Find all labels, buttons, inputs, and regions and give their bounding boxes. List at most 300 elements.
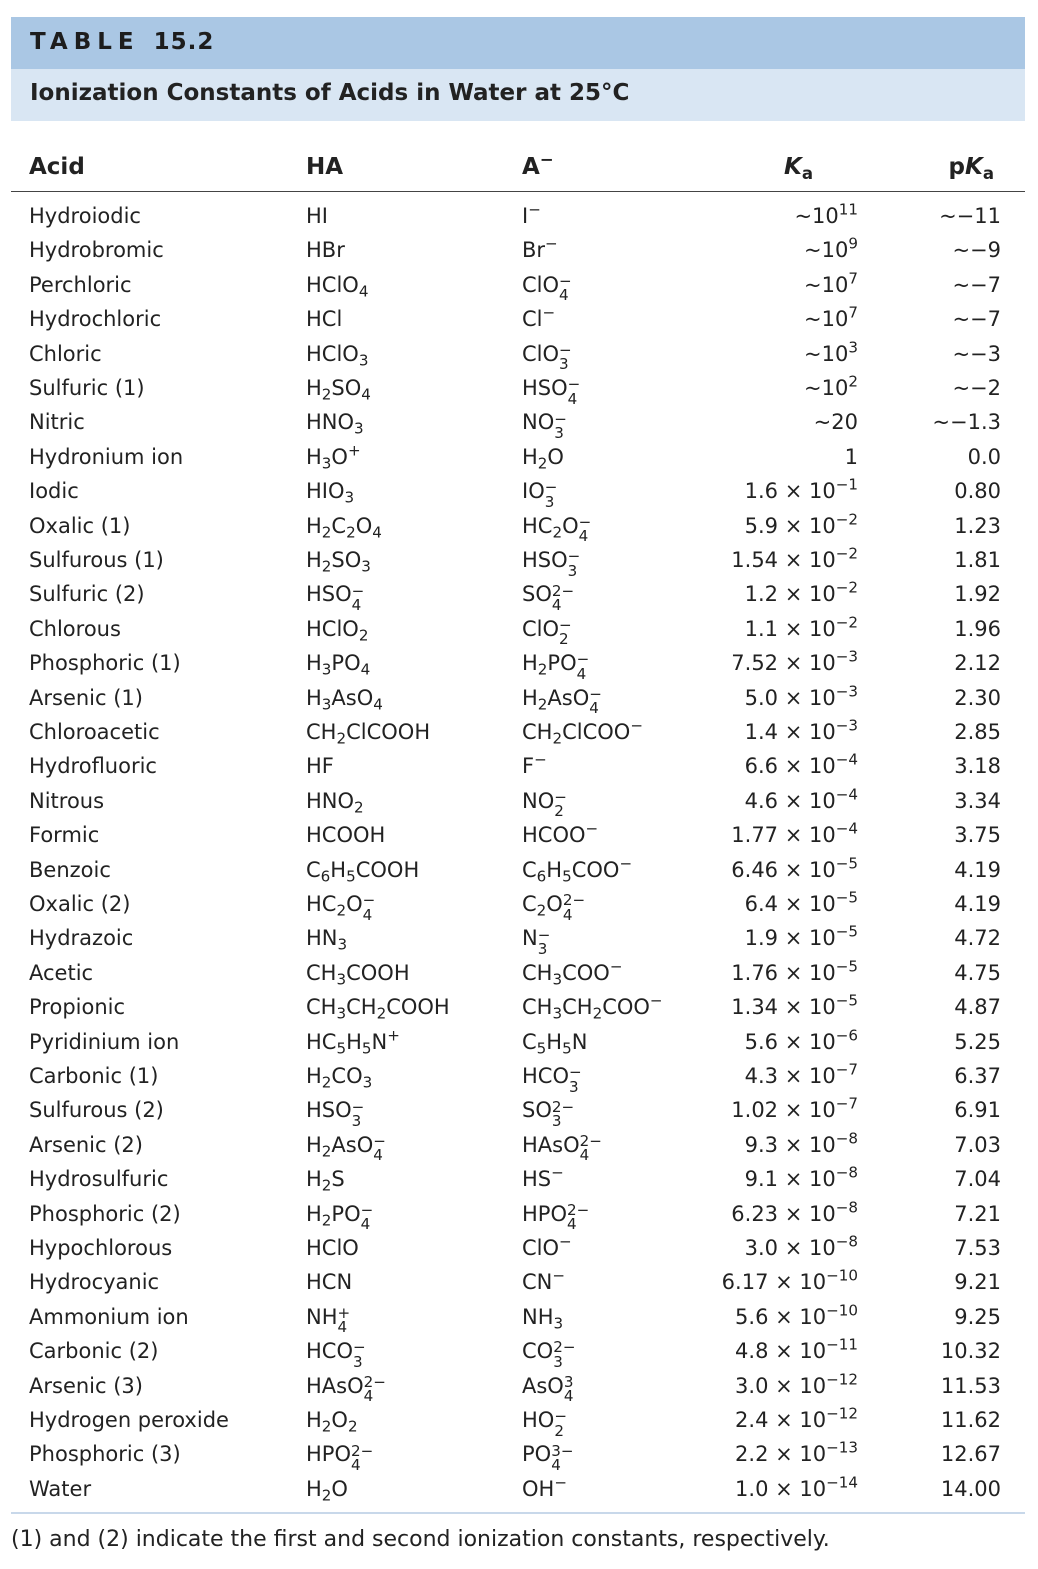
pka-value: 3.75 xyxy=(954,823,1001,848)
formula-text: HClO xyxy=(306,272,359,297)
formula-text: CO xyxy=(522,1339,554,1364)
table-row xyxy=(0,474,1038,511)
table-row xyxy=(0,681,1038,718)
formula-text: H xyxy=(306,1476,322,1501)
acid-name: Oxalic (2) xyxy=(29,892,131,916)
table-row xyxy=(0,1472,1038,1506)
formula-text: ClO xyxy=(522,272,560,297)
acid-name: Carbonic (2) xyxy=(29,1339,159,1364)
pka-value: 3.18 xyxy=(954,754,1001,779)
count-subscript: 3 xyxy=(362,1073,373,1092)
acid-formula xyxy=(306,1369,386,1406)
conjugate-base-formula xyxy=(522,1369,581,1406)
ka-mantissa: 5.6 × 10 xyxy=(744,1029,836,1054)
ka-mantissa: 1.9 × 10 xyxy=(744,926,836,951)
ka-value xyxy=(745,612,858,646)
ka-exponent: −2 xyxy=(835,544,858,563)
ka-exponent: −5 xyxy=(835,854,858,873)
pka-value: ~−7 xyxy=(952,307,1001,332)
formula-text: H xyxy=(306,376,322,400)
formula-text: CH xyxy=(562,995,593,1020)
sub-sup-stack xyxy=(563,1372,581,1406)
table-row xyxy=(0,371,1038,408)
formula-text: IO xyxy=(522,479,545,504)
formula-text: HBr xyxy=(306,238,345,263)
charge-superscript: − xyxy=(554,788,567,806)
table-row xyxy=(0,440,1038,474)
count-subscript: 6 xyxy=(536,867,547,886)
acid-name: Hydrogen peroxide xyxy=(29,1408,229,1432)
acid-name: Arsenic (3) xyxy=(29,1373,143,1398)
conjugate-base-formula xyxy=(522,681,606,718)
charge-superscript: − xyxy=(544,478,558,497)
acid-name: Phosphoric (1) xyxy=(29,651,181,676)
pka-value: ~−11 xyxy=(939,204,1001,228)
ka-value xyxy=(735,1403,858,1437)
conjugate-base-formula xyxy=(522,818,598,852)
acid-formula xyxy=(306,990,450,1024)
ka-mantissa: 5.6 × 10 xyxy=(735,1304,827,1329)
ka-exponent: −3 xyxy=(835,682,858,701)
ka-exponent: −12 xyxy=(826,1404,858,1423)
count-subscript: 2 xyxy=(554,1421,564,1440)
ka-value xyxy=(735,1472,858,1506)
pka-value: 6.91 xyxy=(954,1098,1001,1123)
acid-formula xyxy=(306,784,364,818)
ka-value xyxy=(731,1093,858,1127)
count-subscript: 3 xyxy=(544,492,555,511)
count-subscript: 3 xyxy=(553,1352,563,1371)
ka-value xyxy=(845,440,858,474)
sub-sup-stack xyxy=(589,684,606,718)
ka-mantissa: ~20 xyxy=(813,410,858,435)
formula-text: ClCOO xyxy=(562,720,631,744)
count-subscript: 5 xyxy=(346,867,356,886)
conjugate-base-formula xyxy=(522,646,593,683)
acid-name: Iodic xyxy=(29,479,79,504)
table-row xyxy=(0,1231,1038,1265)
acid-formula xyxy=(306,612,368,646)
formula-text: HC xyxy=(306,1029,337,1054)
charge-superscript: − xyxy=(567,547,581,566)
formula-text: HSO xyxy=(522,548,568,572)
charge-superscript: − xyxy=(360,1200,374,1219)
charge-superscript: 2− xyxy=(363,1372,386,1391)
acid-name: Formic xyxy=(29,823,100,848)
count-subscript: 4 xyxy=(361,385,371,404)
charge-superscript: − xyxy=(551,1163,564,1182)
formula-text: C xyxy=(522,857,537,882)
conjugate-base-formula xyxy=(522,371,584,408)
formula-text: C xyxy=(306,857,321,882)
table-row xyxy=(0,1093,1038,1130)
sub-sup-stack xyxy=(362,890,380,924)
ka-exponent: −14 xyxy=(826,1473,858,1492)
formula-text: ClCOOH xyxy=(346,720,431,744)
formula-text: C xyxy=(522,1029,537,1054)
acid-name: Chloroacetic xyxy=(29,720,160,744)
charge-superscript: − xyxy=(528,200,541,219)
ka-mantissa: 9.1 × 10 xyxy=(744,1167,836,1192)
ka-exponent: −2 xyxy=(835,510,858,529)
charge-superscript: − xyxy=(559,1232,572,1251)
formula-text: HF xyxy=(306,754,334,779)
count-subscript: 4 xyxy=(373,1146,383,1165)
formula-text: H xyxy=(306,1132,322,1157)
acid-formula xyxy=(306,887,379,924)
charge-superscript: 2− xyxy=(551,1097,575,1116)
formula-text: CH xyxy=(306,720,337,744)
formula-text: HClO xyxy=(306,616,359,641)
ka-value xyxy=(804,268,858,302)
conjugate-base-formula xyxy=(522,233,558,267)
ka-mantissa: 7.52 × 10 xyxy=(731,651,836,676)
count-subscript: 2 xyxy=(358,626,369,645)
count-subscript: 5 xyxy=(361,1039,372,1058)
acid-formula xyxy=(306,853,419,887)
ka-exponent: −5 xyxy=(835,957,858,976)
pka-value: ~−1.3 xyxy=(932,410,1001,435)
charge-superscript: 2− xyxy=(350,1441,374,1460)
table-row xyxy=(0,543,1038,580)
pka-value: 1.92 xyxy=(954,582,1001,607)
ka-value xyxy=(731,990,858,1024)
ka-value xyxy=(804,337,858,371)
ka-exponent: −8 xyxy=(835,1198,858,1217)
sub-sup-stack xyxy=(544,477,562,511)
acid-name: Arsenic (1) xyxy=(29,685,143,710)
table-row xyxy=(0,1437,1038,1474)
formula-text: N xyxy=(371,1029,388,1054)
conjugate-base-formula xyxy=(522,1059,586,1096)
formula-text: I xyxy=(522,204,529,228)
formula-text: CO xyxy=(331,1064,363,1088)
formula-text: NO xyxy=(522,788,555,813)
ka-exponent: −4 xyxy=(835,751,858,770)
ka-mantissa: 1.34 × 10 xyxy=(731,995,836,1020)
charge-superscript: − xyxy=(609,957,623,976)
conjugate-base-formula xyxy=(522,1472,567,1506)
charge-superscript: − xyxy=(559,340,572,359)
sub-sup-stack xyxy=(337,1303,355,1337)
formula-text: HCN xyxy=(306,1270,353,1295)
formula-text: COO xyxy=(571,857,620,882)
pka-value: 1.96 xyxy=(954,616,1001,641)
formula-text: HC xyxy=(306,892,337,916)
count-subscript: 4 xyxy=(578,527,589,546)
ka-value xyxy=(804,302,858,336)
formula-text: AsO xyxy=(331,685,374,710)
count-subscript: 4 xyxy=(563,1387,574,1406)
count-subscript: 4 xyxy=(559,286,569,305)
conjugate-base-formula xyxy=(522,853,632,887)
ka-mantissa: 1.2 × 10 xyxy=(744,582,836,607)
acid-formula xyxy=(306,405,364,439)
acid-name: Phosphoric (3) xyxy=(29,1442,181,1467)
table-footnote: (1) and (2) indicate the first and second ionization constants, respectively. xyxy=(11,1527,830,1552)
pka-value: 12.67 xyxy=(940,1442,1001,1467)
conjugate-base-formula xyxy=(522,509,595,546)
pka-value: 1.81 xyxy=(954,548,1001,572)
formula-text: HI xyxy=(306,204,328,228)
table-row xyxy=(0,268,1038,305)
sub-sup-stack xyxy=(554,787,571,821)
sub-sup-stack xyxy=(351,1096,369,1130)
conjugate-base-formula xyxy=(522,612,576,649)
charge-superscript: − xyxy=(619,854,633,873)
acid-formula xyxy=(306,715,430,749)
acid-formula xyxy=(306,1334,370,1371)
acid-name: Acetic xyxy=(29,960,94,985)
ka-mantissa: ~10 xyxy=(804,341,849,366)
acid-name: Carbonic (1) xyxy=(29,1064,159,1088)
ka-value xyxy=(745,921,858,955)
pka-value: 9.21 xyxy=(954,1270,1001,1295)
conjugate-base-formula xyxy=(522,268,576,305)
count-subscript: 2 xyxy=(354,798,364,817)
table-row xyxy=(0,577,1038,614)
acid-name: Sulfurous (1) xyxy=(29,548,164,572)
column-header-ka-subscript: a xyxy=(801,163,813,183)
formula-text: COOH xyxy=(355,857,420,882)
table-row xyxy=(0,1162,1038,1196)
conjugate-base-formula xyxy=(522,474,562,511)
charge-superscript: − xyxy=(568,1063,582,1082)
charge-superscript: − xyxy=(567,375,581,394)
formula-text: H xyxy=(330,857,347,882)
ka-value xyxy=(745,577,858,611)
count-subscript: 2 xyxy=(552,523,563,542)
count-subscript: 5 xyxy=(562,1039,572,1058)
column-header-pka xyxy=(949,150,994,184)
ka-value xyxy=(745,784,858,818)
formula-text: ClO xyxy=(522,616,560,641)
sub-sup-stack xyxy=(351,580,369,614)
count-subscript: 4 xyxy=(358,282,369,301)
sub-sup-stack xyxy=(568,1062,586,1096)
pka-value: 7.04 xyxy=(954,1167,1001,1192)
ka-value xyxy=(745,1231,858,1265)
charge-superscript: − xyxy=(373,1132,386,1150)
acid-formula xyxy=(306,543,371,577)
table-row xyxy=(0,199,1038,233)
acid-name: Sulfuric (2) xyxy=(29,582,145,607)
conjugate-base-formula xyxy=(522,1093,575,1130)
sub-sup-stack xyxy=(537,924,555,958)
sub-sup-stack xyxy=(551,1096,575,1130)
acid-name: Propionic xyxy=(29,995,126,1020)
ka-mantissa: 1.02 × 10 xyxy=(731,1098,836,1123)
count-subscript: 4 xyxy=(362,905,373,924)
ka-exponent: −10 xyxy=(826,1301,858,1320)
acid-name: Hydrazoic xyxy=(29,926,134,951)
count-subscript: 5 xyxy=(562,867,572,886)
ka-exponent: −2 xyxy=(835,613,858,632)
table-row xyxy=(0,921,1038,958)
charge-superscript: 2− xyxy=(566,1200,590,1219)
ka-value xyxy=(745,887,858,921)
table-row xyxy=(0,1128,1038,1165)
formula-text: HC xyxy=(522,513,553,538)
ka-exponent: −4 xyxy=(835,785,858,804)
acid-name: Perchloric xyxy=(29,272,132,297)
formula-text: H xyxy=(306,1167,322,1192)
ka-exponent: −5 xyxy=(835,888,858,907)
ka-mantissa: 3.0 × 10 xyxy=(744,1236,836,1260)
formula-text: HSO xyxy=(306,582,352,607)
formula-text: ClO xyxy=(522,1236,560,1260)
conjugate-base-formula xyxy=(522,784,571,821)
formula-text: H xyxy=(306,651,322,676)
ka-exponent: −3 xyxy=(835,647,858,666)
charge-superscript: 2− xyxy=(551,581,575,600)
acid-name: Oxalic (1) xyxy=(29,513,131,538)
charge-superscript: 2− xyxy=(562,891,586,910)
acid-formula xyxy=(306,577,368,614)
count-subscript: 4 xyxy=(579,1146,590,1165)
acid-formula xyxy=(306,1300,354,1337)
count-subscript: 2 xyxy=(321,1417,332,1436)
count-subscript: 3 xyxy=(344,488,355,507)
formula-text: SO xyxy=(331,548,362,572)
formula-text: HSO xyxy=(306,1098,352,1123)
sub-sup-stack xyxy=(363,1372,386,1406)
count-subscript: 3 xyxy=(321,695,332,714)
sub-sup-stack xyxy=(578,512,596,546)
count-subscript: 2 xyxy=(336,901,347,920)
count-subscript: 2 xyxy=(559,630,569,649)
count-subscript: 4 xyxy=(562,905,573,924)
table-row xyxy=(0,853,1038,887)
ka-value xyxy=(735,1437,858,1471)
sub-sup-stack xyxy=(373,1131,390,1165)
acid-formula xyxy=(306,337,368,371)
sub-sup-stack xyxy=(350,1440,374,1474)
count-subscript: 3 xyxy=(351,1111,362,1130)
conjugate-base-formula xyxy=(522,1300,563,1334)
ka-value xyxy=(745,1059,858,1093)
formula-text: HClO xyxy=(306,1236,359,1260)
count-subscript: 2 xyxy=(321,385,332,404)
formula-text: HS xyxy=(522,1167,552,1192)
table-row xyxy=(0,1059,1038,1096)
acid-name: Arsenic (2) xyxy=(29,1132,143,1157)
formula-text: HClO xyxy=(306,341,359,366)
acid-formula xyxy=(306,268,368,302)
ka-value xyxy=(731,646,858,680)
conjugate-base-formula xyxy=(522,1025,587,1059)
count-subscript: 3 xyxy=(568,1077,579,1096)
charge-superscript: − xyxy=(559,272,572,290)
table-row xyxy=(0,1025,1038,1059)
sub-sup-stack xyxy=(360,1200,378,1234)
pka-value: 3.34 xyxy=(954,788,1001,813)
count-subscript: 4 xyxy=(589,699,599,718)
ka-mantissa: 9.3 × 10 xyxy=(744,1132,836,1157)
ka-exponent: −8 xyxy=(835,1163,858,1182)
count-subscript: 3 xyxy=(552,1004,563,1023)
table-row xyxy=(0,1197,1038,1234)
sub-sup-stack xyxy=(551,1440,574,1474)
ka-exponent: −12 xyxy=(826,1370,858,1389)
formula-text: PO xyxy=(331,1201,361,1226)
formula-text: HPO xyxy=(522,1201,567,1226)
charge-superscript: − xyxy=(554,1473,567,1492)
charge-superscript: − xyxy=(554,1407,567,1426)
pka-value: 2.30 xyxy=(954,685,1001,710)
table-row xyxy=(0,302,1038,336)
conjugate-base-formula xyxy=(522,1231,572,1265)
acid-formula xyxy=(306,921,347,955)
table-label: TABLE xyxy=(30,29,140,55)
formula-text: H xyxy=(306,685,322,710)
pka-value: 4.72 xyxy=(954,926,1001,951)
formula-text: CH xyxy=(346,995,377,1020)
ka-value xyxy=(731,956,858,990)
charge-superscript: − xyxy=(554,409,567,428)
formula-text: HCO xyxy=(306,1339,353,1364)
ka-exponent: 3 xyxy=(848,338,858,357)
charge-superscript: − xyxy=(351,581,365,600)
table-row xyxy=(0,509,1038,546)
column-header-a-charge: − xyxy=(539,149,554,169)
ka-mantissa: 2.4 × 10 xyxy=(735,1408,827,1432)
charge-superscript: − xyxy=(545,235,558,254)
acid-name: Pyridinium ion xyxy=(29,1029,180,1054)
count-subscript: 3 xyxy=(554,423,564,442)
acid-formula xyxy=(306,1437,374,1474)
count-subscript: 2 xyxy=(552,729,563,748)
ka-value xyxy=(794,199,858,233)
sub-sup-stack xyxy=(559,615,576,649)
sub-sup-stack xyxy=(562,890,586,924)
formula-text: Br xyxy=(522,238,546,263)
acid-formula xyxy=(306,199,328,233)
header-rule xyxy=(11,191,1025,192)
count-subscript: 3 xyxy=(559,355,569,374)
count-subscript: 3 xyxy=(354,419,364,438)
conjugate-base-formula xyxy=(522,1197,590,1234)
table-number xyxy=(30,29,214,55)
charge-superscript: − xyxy=(630,716,643,735)
formula-text: H xyxy=(306,1408,322,1432)
charge-superscript: − xyxy=(352,1338,366,1357)
ka-exponent: 7 xyxy=(848,269,858,288)
acid-name: Hydrobromic xyxy=(29,238,164,263)
ka-mantissa: 4.8 × 10 xyxy=(735,1339,827,1364)
formula-text: HNO xyxy=(306,788,355,813)
charge-superscript: 3 xyxy=(563,1372,574,1391)
formula-text: HSO xyxy=(522,376,568,400)
ka-mantissa: 1.54 × 10 xyxy=(731,548,836,572)
pka-value: ~−7 xyxy=(952,272,1001,297)
sub-sup-stack xyxy=(567,374,585,408)
formula-text: H xyxy=(306,513,322,538)
count-subscript: 6 xyxy=(320,867,331,886)
table-row xyxy=(0,646,1038,683)
count-subscript: 4 xyxy=(337,1318,348,1337)
count-subscript: 2 xyxy=(536,901,547,920)
table-row xyxy=(0,1334,1038,1371)
formula-text: AsO xyxy=(547,685,590,710)
column-header-pka-subscript: a xyxy=(982,163,994,183)
ka-value xyxy=(814,405,858,439)
ka-mantissa: 3.0 × 10 xyxy=(735,1373,827,1398)
pka-value: 1.23 xyxy=(954,513,1001,538)
count-subscript: 2 xyxy=(321,1176,332,1195)
acid-formula xyxy=(306,233,345,267)
formula-text: H xyxy=(546,857,563,882)
